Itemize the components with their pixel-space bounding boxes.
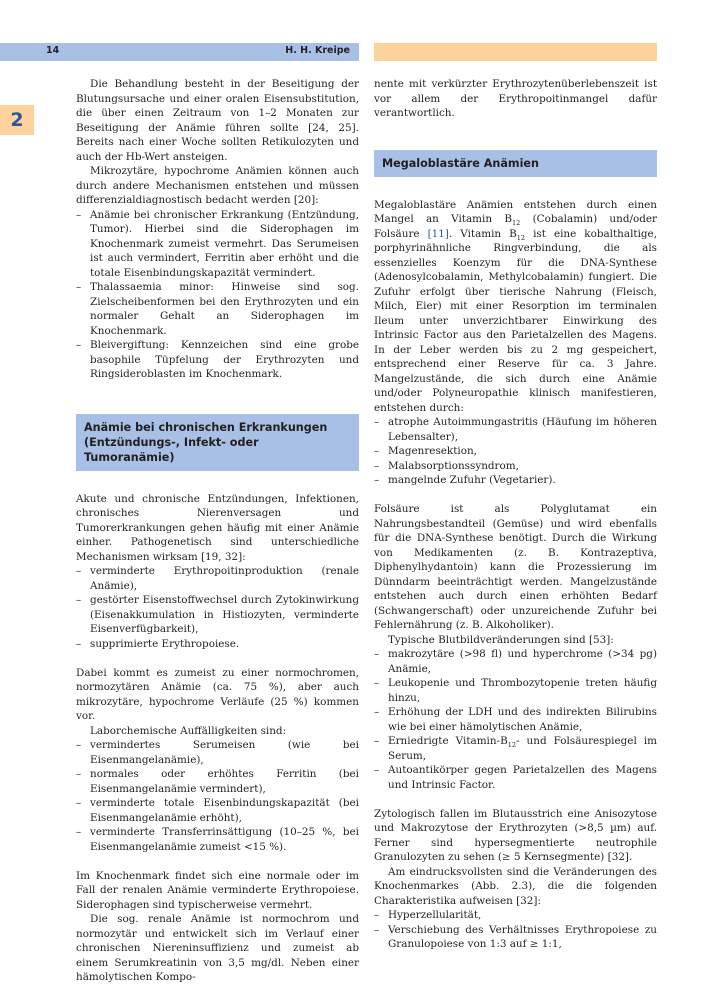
header-bar-accent [374,43,657,61]
list-item: – Leukopenie und Thrombozytopenie treten häufig hinzu, [374,676,657,705]
list-item: – Anämie bei chronischer Erkrankung (Entzündung, Tumor). Hierbei sind die Siderophagen im Knochenmark zumeist vermehrt. Das Serumeisen ist auch vermindert, Ferritin aber erhöht und die totale Eisenbindungskapazität vermindert. [76,208,359,281]
list-item: – verminderte Erythropoitinproduktion (renale Anämie), [76,564,359,593]
list-item: – Malabsorptionssyndrom, [374,459,657,474]
list-item: – Autoantikörper gegen Parietalzellen des Magens und Intrinsic Factor. [374,763,657,792]
list-item: – Thalassaemia minor: Hinweise sind sog. Zielscheibenformen bei den Erythrozyten und ein normaler Gehalt an Siderophagen im Knochenmark. [76,280,359,338]
running-head-author: H. H. Kreipe [285,45,350,56]
bullet-list [76,738,359,854]
list-item: – mangelnde Zufuhr (Vegetarier). [374,473,657,488]
paragraph: Laborchemische Auffälligkeiten sind: [90,724,287,737]
list-item: – supprimierte Erythropoiese. [76,637,359,652]
paragraph: Im Knochenmark findet sich eine normale oder im Fall der renalen Anämie verminderte Erythropoiese. Siderophagen sind typischerweise vermehrt. [76,869,359,911]
paragraph: Die sog. renale Anämie ist normochrom und normozytär und entwickelt sich im Verlauf einer chronischen Niereninsuffizienz und zumeist ab einem Serumkreatinin von 3,5 mg/dl. Neben einer hämolytischen Kompo- [76,913,359,983]
list-item: – normales oder erhöhtes Ferritin (bei Eisenmangelanämie vermindert), [76,767,359,796]
list-item: – Magenresektion, [374,444,657,459]
bullet-list [374,908,657,952]
list-item: – makrozytäre (>98 fl) und hyperchrome (>34 pg) Anämie, [374,647,657,676]
list-item: – gestörter Eisenstoffwechsel durch Zytokinwirkung (Eisenakkumulation in Histiozyten, verminderte Eisenverfügbarkeit), [76,593,359,637]
list-item: – vermindertes Serumeisen (wie bei Eisenmangelanämie), [76,738,359,767]
section-heading: Anämie bei chronischen Erkrankungen (Entzündungs-, Infekt- oder Tumoranämie) [76,414,359,471]
chapter-number-tab: 2 [0,105,34,135]
list-item: – Verschiebung des Verhältnisses Erythropoiese zu Granulopoiese von 1:3 auf ≥ 1:1, [374,923,657,952]
paragraph: Megaloblastäre Anämien entstehen durch einen Mangel an Vitamin $B_{12}$ (Cobalamin) und/oder Folsäure [11]. Vitamin $B_{12}$ ist eine kobalthaltige, porphyrinähnliche Ringverbindung, die als essenzielles Koenzym für die DNA-Synthese (Adenosylcobalamin, Methylcobalamin) fungiert. Die Zufuhr erfolgt über tierische Nahrung (Fleisch, Milch, Eier) mit einer Resorption im terminalen Ileum unter unverzichtbarer Einwirkung des Intrinsic Factor aus den Parietalzellen des Magens. In der Leber werden bis zu 2 mg gespeichert, entsprechend einer Reserve für ca. 3 Jahre. Mangelzustände, die sich durch eine Anämie und/oder Polyneuropathie klinisch manifestieren, entstehen durch: [374,198,657,414]
right-column [374,77,657,952]
bullet-list [76,564,359,651]
list-item: – Erniedrigte Vitamin-$B_{12}-$ und Folsäurespiegel im Serum, [374,734,657,763]
list-item: – atrophe Autoimmungastritis (Häufung im höheren Lebensalter), [374,415,657,444]
paragraph: Zytologisch fallen im Blutausstrich eine Anisozytose und Makrozytose der Erythrozyten (>8,5 µm) auf. Ferner sind hypersegmentierte neutrophile Granulozyten zu sehen (≥ 5 Kernsegmente) [32]. [374,807,657,863]
bullet-list [374,415,657,488]
list-item: – Hyperzellularität, [374,908,657,923]
section-heading: Megaloblastäre Anämien [374,150,657,177]
paragraph: Die Behandlung besteht in der Beseitigung der Blutungsursache und einer oralen Eisensubstitution, die über einen Zeitraum von 1–2 Monaten zur Beseitigung der Anämie führen sollte [24, 25]. Bereits nach einer Woche sollten Retikulozyten und auch der Hb-Wert ansteigen. [76,78,359,163]
paragraph: Mikrozytäre, hypochrome Anämien können auch durch andere Mechanismen entstehen und müssen differenzialdiagnostisch bedacht werden [20]: [76,165,359,206]
left-column [76,77,359,985]
paragraph: Folsäure ist als Polyglutamat ein Nahrungsbestandteil (Gemüse) und wird ebenfalls für die DNA-Synthese benötigt. Durch die Wirkung von Medikamenten (z. B. Kontrazeptiva, Diphenylhydantoin) kann die Prozessierung im Dünndarm beeinträchtigt werden. Mangelzustände entstehen auch durch einen erhöhten Bedarf (Schwangerschaft) oder unzureichende Zufuhr bei Fehlernährung (z. B. Alkoholiker). [374,503,657,631]
list-item: – Bleivergiftung: Kennzeichen sind eine grobe basophile Tüpfelung der Erythrozyten und Ringsideroblasten im Knochenmark. [76,338,359,382]
paragraph: nente mit verkürzter Erythrozytenüberlebenszeit ist vor allem der Erythropoitinmangel dafür verantwortlich. [374,78,657,119]
list-item: – verminderte totale Eisenbindungskapazität (bei Eisenmangelanämie erhöht), [76,796,359,825]
paragraph: Am eindrucksvollsten sind die Veränderungen des Knochenmarkes (Abb. 2.3), die die folgenden Charakteristika aufweisen [32]: [374,865,657,907]
bullet-list [374,647,657,792]
list-item: – verminderte Transferrinsättigung (10–25 %, bei Eisenmangelanämie zumeist <15 %). [76,825,359,854]
paragraph: Akute und chronische Entzündungen, Infektionen, chronisches Nierenversagen und Tumorerkrankungen gehen häufig mit einer Anämie einher. Pathogenetisch sind unterschiedliche Mechanismen wirksam [19, 32]: [76,492,359,563]
page-number: 14 [46,45,60,56]
bullet-list [76,208,359,382]
list-item: – Erhöhung der LDH und des indirekten Bilirubins wie bei einer hämolytischen Anämie, [374,705,657,734]
paragraph: Dabei kommt es zumeist zu einer normochromen, normozytären Anämie (ca. 75 %), aber auch mikrozytäre, hypochrome Verläufe (25 %) kommen vor. [76,666,359,722]
paragraph: Typische Blutbildveränderungen sind [53]: [388,633,614,646]
